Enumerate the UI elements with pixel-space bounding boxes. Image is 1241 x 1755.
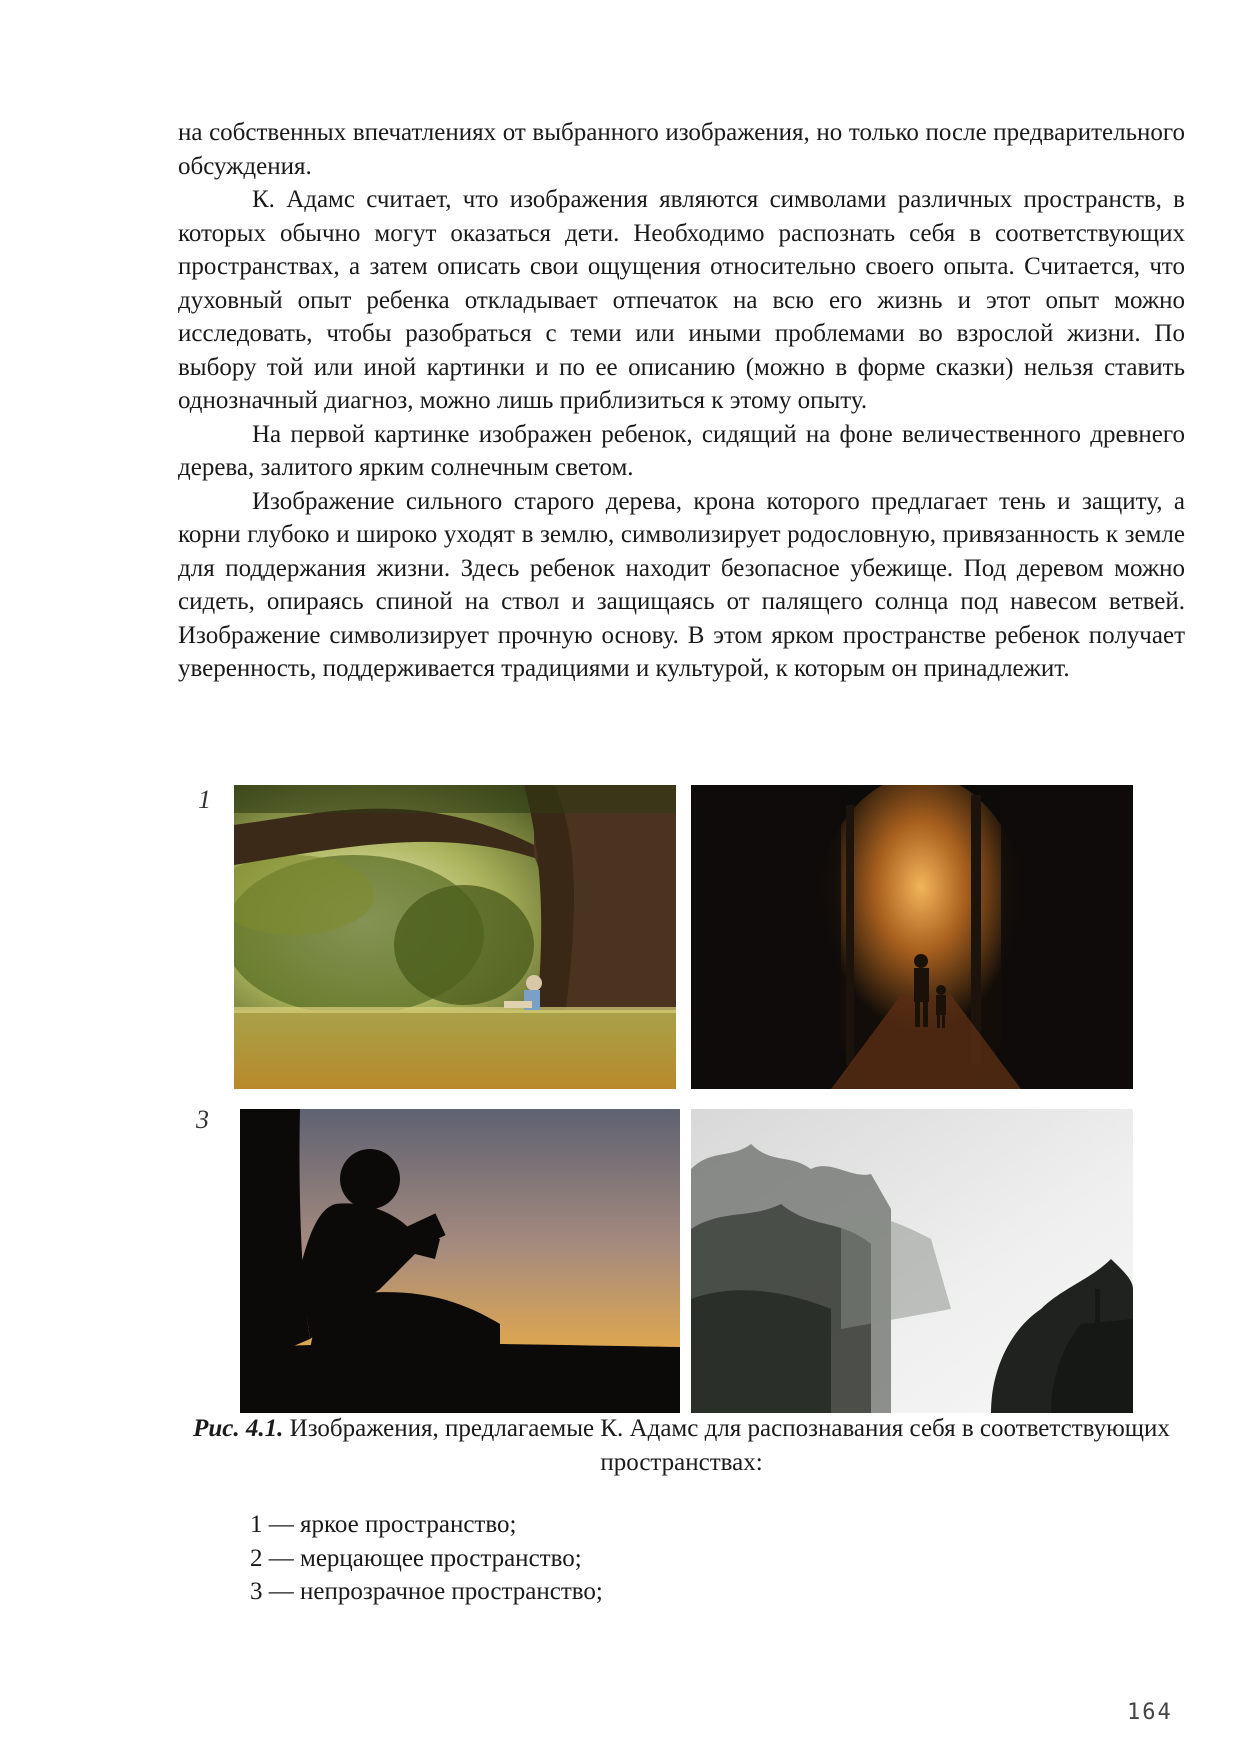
list-item: 3 — непрозрачное пространство;: [250, 1578, 603, 1605]
page-number: 164: [1127, 1700, 1173, 1725]
space-list: [250, 1508, 603, 1609]
paragraph-2: К. Адамс считает, что изображения являются символами различных пространств, в которых обычно могут оказаться дети. Необходимо распознать себя в соответствующих пространствах, а затем описать свои ощущения относительно своего опыта. Считается, что духовный опыт ребенка откладывает отпечаток на всю его жизнь и этот опыт можно исследовать, чтобы разобраться с теми или иными проблемами во взрослой жизни. По выбору той или иной картинки и по ее описанию (можно в форме сказки) нельзя ставить однозначный диагноз, можно лишь приблизиться к этому опыту.: [178, 186, 1185, 414]
list-item: 2 — мерцающее пространство;: [250, 1544, 582, 1572]
panel-number-1: 1: [198, 785, 211, 814]
figure-4-1: [196, 785, 1136, 1413]
caption-text: Изображения, предлагаемые К. Адамс для распознавания себя в соответствующих пространствах:: [283, 1415, 1170, 1476]
image-bright-space: [234, 785, 676, 1089]
image-misty-forest: [691, 1109, 1133, 1413]
list-item: 1 — яркое пространство;: [250, 1511, 517, 1538]
paragraph-1: на собственных впечатлениях от выбранного изображения, но только после предварительного обсуждения.: [178, 119, 1185, 180]
panel-number-3: 3: [196, 1105, 209, 1134]
body-text: [178, 116, 1185, 686]
figure-caption: [178, 1412, 1185, 1479]
caption-label: Рис. 4.1.: [193, 1415, 284, 1442]
image-flickering-space: [691, 785, 1133, 1089]
paragraph-3: На первой картинке изображен ребенок, сидящий на фоне величественного древнего дерева, залитого ярким солнечным светом.: [178, 420, 1185, 481]
paragraph-4: Изображение сильного старого дерева, крона которого предлагает тень и защиту, а корни глубоко и широко уходят в землю, символизирует родословную, привязанность к земле для поддержания жизни. Здесь ребенок находит безопасное убежище. Под деревом можно сидеть, опираясь спиной на ствол и защищаясь от палящего солнца под навесом ветвей. Изображение символизирует прочную основу. В этом ярком пространстве ребенок получает уверенность, поддерживается традициями и культурой, к которым он принадлежит.: [178, 487, 1185, 682]
image-opaque-space: [240, 1109, 680, 1413]
